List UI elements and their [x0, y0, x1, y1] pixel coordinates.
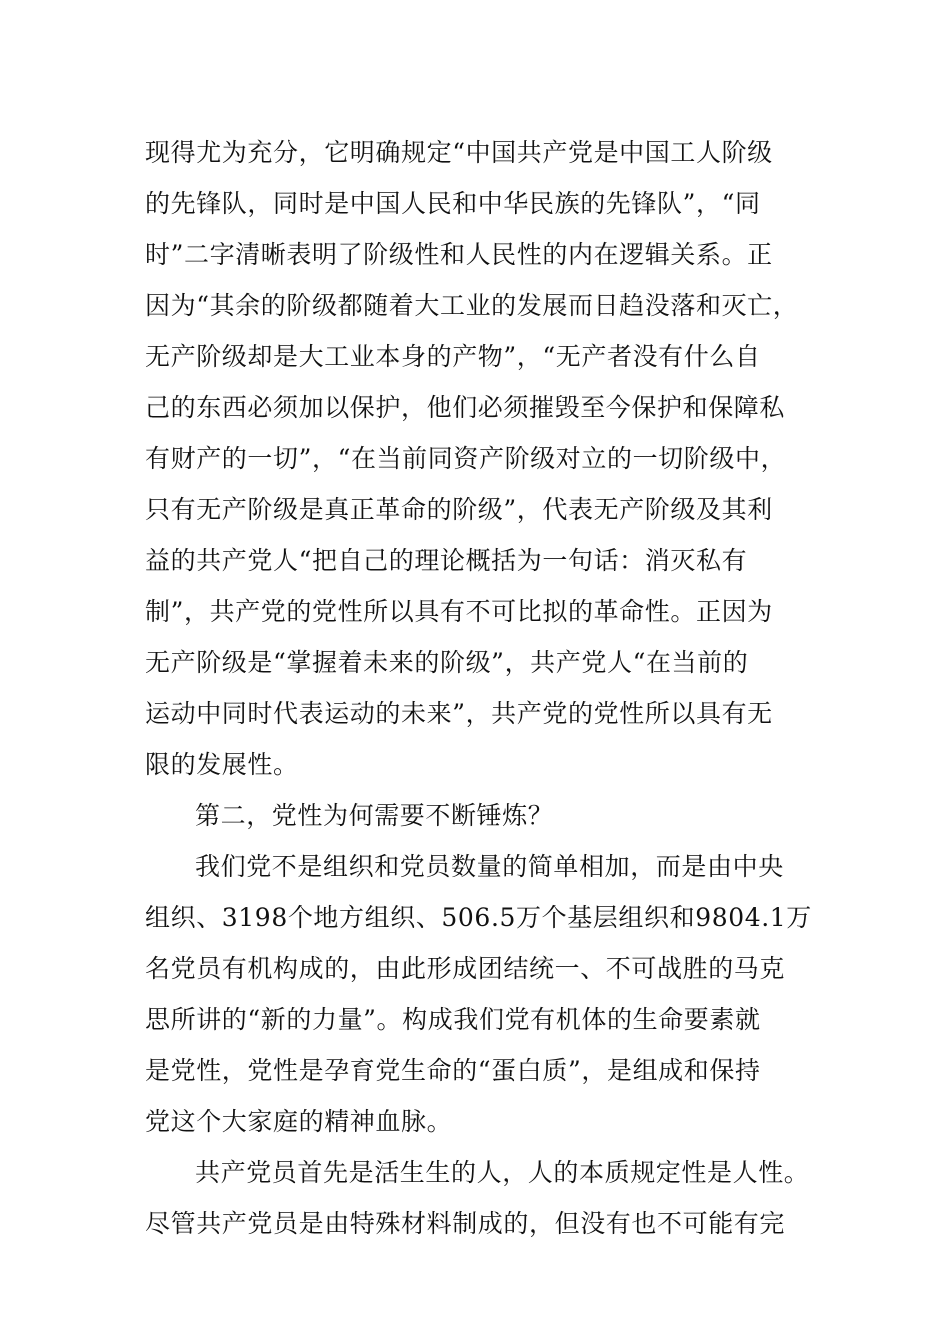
section-heading: 第二，党性为何需要不断锤炼？ [195, 801, 554, 830]
text-line: 运动中同时代表运动的未来”，共产党的党性所以具有无 [145, 699, 773, 728]
text-line: 无产阶级是“掌握着未来的阶级”，共产党人“在当前的 [145, 648, 749, 677]
text-line: 无产阶级却是大工业本身的产物”，“无产者没有什么自 [145, 342, 761, 371]
text-line: 制”，共产党的党性所以具有不可比拟的革命性。正因为 [145, 597, 773, 626]
text-line: 益的共产党人“把自己的理论概括为一句话：消灭私有 [145, 546, 748, 575]
text-line: 的先锋队，同时是中国人民和中华民族的先锋队”，“同 [145, 189, 761, 218]
text-line: 限的发展性。 [145, 750, 299, 779]
text-line: 共产党员首先是活生生的人，人的本质规定性是人性。 [195, 1158, 810, 1187]
text-line: 党这个大家庭的精神血脉。 [145, 1107, 453, 1136]
text-line: 名党员有机构成的，由此形成团结统一、不可战胜的马克 [145, 954, 786, 983]
text-line: 只有无产阶级是真正革命的阶级”，代表无产阶级及其利 [145, 495, 773, 524]
text-line: 时”二字清晰表明了阶级性和人民性的内在逻辑关系。正 [145, 240, 773, 269]
text-line: 是党性，党性是孕育党生命的“蛋白质”，是组成和保持 [145, 1056, 761, 1085]
text-line: 因为“其余的阶级都随着大工业的发展而日趋没落和灭亡， [145, 291, 799, 320]
text-line: 有财产的一切”，“在当前同资产阶级对立的一切阶级中， [145, 444, 787, 473]
text-line: 己的东西必须加以保护，他们必须摧毁至今保护和保障私 [145, 393, 786, 422]
text-line: 现得尤为充分，它明确规定“中国共产党是中国工人阶级 [145, 138, 773, 167]
document-body [145, 127, 812, 1249]
text-line: 我们党不是组织和党员数量的简单相加，而是由中央 [195, 852, 784, 881]
text-line: 思所讲的“新的力量”。构成我们党有机体的生命要素就 [145, 1005, 761, 1034]
text-line: 组织、3198个地方组织、506.5万个基层组织和9804.1万 [145, 903, 812, 932]
text-line: 尽管共产党员是由特殊材料制成的，但没有也不可能有完 [145, 1209, 786, 1238]
